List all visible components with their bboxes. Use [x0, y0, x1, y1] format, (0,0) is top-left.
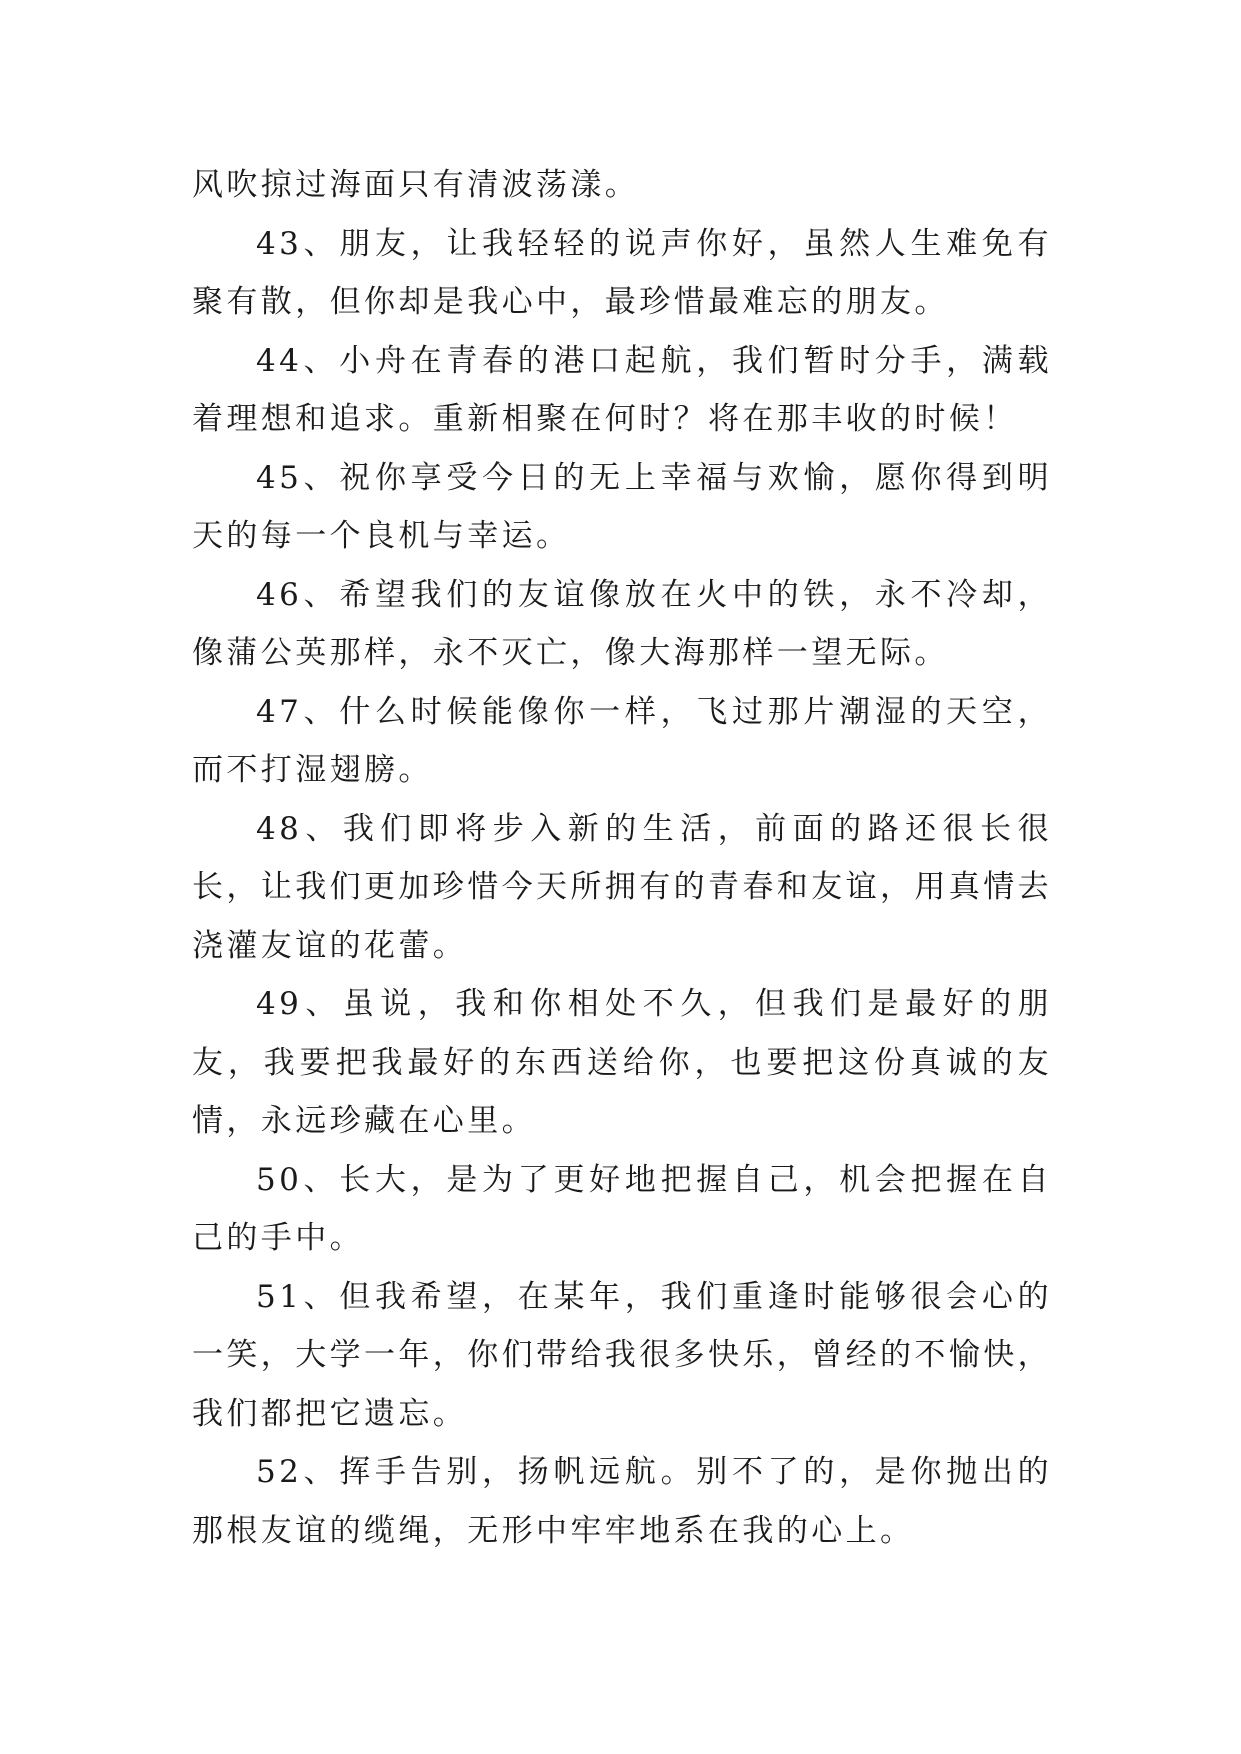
paragraph-continuation: 风吹掠过海面只有清波荡漾。	[192, 167, 640, 203]
paragraph-47: 47、什么时候能像你一样，飞过那片潮湿的天空，而不打湿翅膀。	[192, 693, 1052, 788]
paragraph-44: 44、小舟在青春的港口起航，我们暂时分手，满载着理想和追求。重新相聚在何时？将在那丰收的时候！	[192, 342, 1052, 437]
paragraph-49: 49、虽说，我和你相处不久，但我们是最好的朋友，我要把我最好的东西送给你，也要把这份真诚的友情，永远珍藏在心里。	[192, 986, 1052, 1139]
document-body	[192, 156, 1052, 1560]
paragraph-52: 52、挥手告别，扬帆远航。别不了的，是你抛出的那根友谊的缆绳，无形中牢牢地系在我的心上。	[192, 1454, 1052, 1549]
paragraph-48: 48、我们即将步入新的生活，前面的路还很长很长，让我们更加珍惜今天所拥有的青春和友谊，用真情去浇灌友谊的花蕾。	[192, 810, 1052, 964]
paragraph-46: 46、希望我们的友谊像放在火中的铁，永不冷却，像蒲公英那样，永不灭亡，像大海那样一望无际。	[192, 576, 1052, 671]
paragraph-51: 51、但我希望，在某年，我们重逢时能够很会心的一笑，大学一年，你们带给我很多快乐，曾经的不愉快，我们都把它遗忘。	[192, 1278, 1052, 1432]
paragraph-45: 45、祝你享受今日的无上幸福与欢愉，愿你得到明天的每一个良机与幸运。	[192, 459, 1052, 554]
paragraph-50: 50、长大，是为了更好地把握自己，机会把握在自己的手中。	[192, 1161, 1052, 1256]
paragraph-43: 43、朋友，让我轻轻的说声你好，虽然人生难免有聚有散，但你却是我心中，最珍惜最难忘的朋友。	[192, 225, 1052, 320]
